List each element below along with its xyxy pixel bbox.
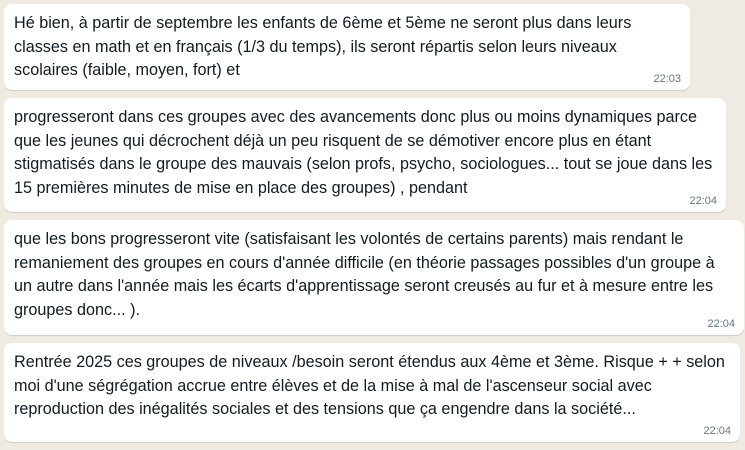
message-bubble-3[interactable] [4, 220, 744, 335]
message-bubble-1[interactable] [4, 4, 690, 90]
message-text: Rentrée 2025 ces groupes de niveaux /besoin seront étendus aux 4ème et 3ème. Risque + + selon moi d'une ségrégation accrue entre élèves et de la mise à mal de l'ascenseur social avec reproduction des inégalités sociales et des tensions que ça engendre dans la société... [14, 353, 725, 418]
message-text: progresseront dans ces groupes avec des avancements donc plus ou moins dynamiques parce que les jeunes qui décrochent déjà un peu risquent de se démotiver encore plus en étant stigmatisés dans le groupe des mauvais (selon profs, psycho, sociologues... tout se joue dans les 15 premières minutes de mise en place des groupes) , pendant [14, 108, 713, 197]
message-timestamp: 22:04 [707, 318, 735, 330]
message-timestamp: 22:04 [703, 425, 731, 437]
message-bubble-4[interactable] [4, 343, 740, 442]
message-text: Hé bien, à partir de septembre les enfants de 6ème et 5ème ne seront plus dans leurs classes en math et en français (1/3 du temps), ils seront répartis selon leurs niveaux scolaires (faible, moyen, fort) et [14, 14, 632, 79]
message-bubble-2[interactable] [4, 98, 726, 212]
message-timestamp: 22:03 [653, 73, 681, 85]
message-timestamp: 22:04 [689, 195, 717, 207]
message-text: que les bons progresseront vite (satisfaisant les volontés de certains parents) mais rendant le remaniement des groupes en cours d'année difficile (en théorie passages possibles d'un groupe à un autre dans l'année mais les écarts d'apprentissage seront creusés au fur et à mesure entre les groupes donc... ). [14, 230, 715, 319]
